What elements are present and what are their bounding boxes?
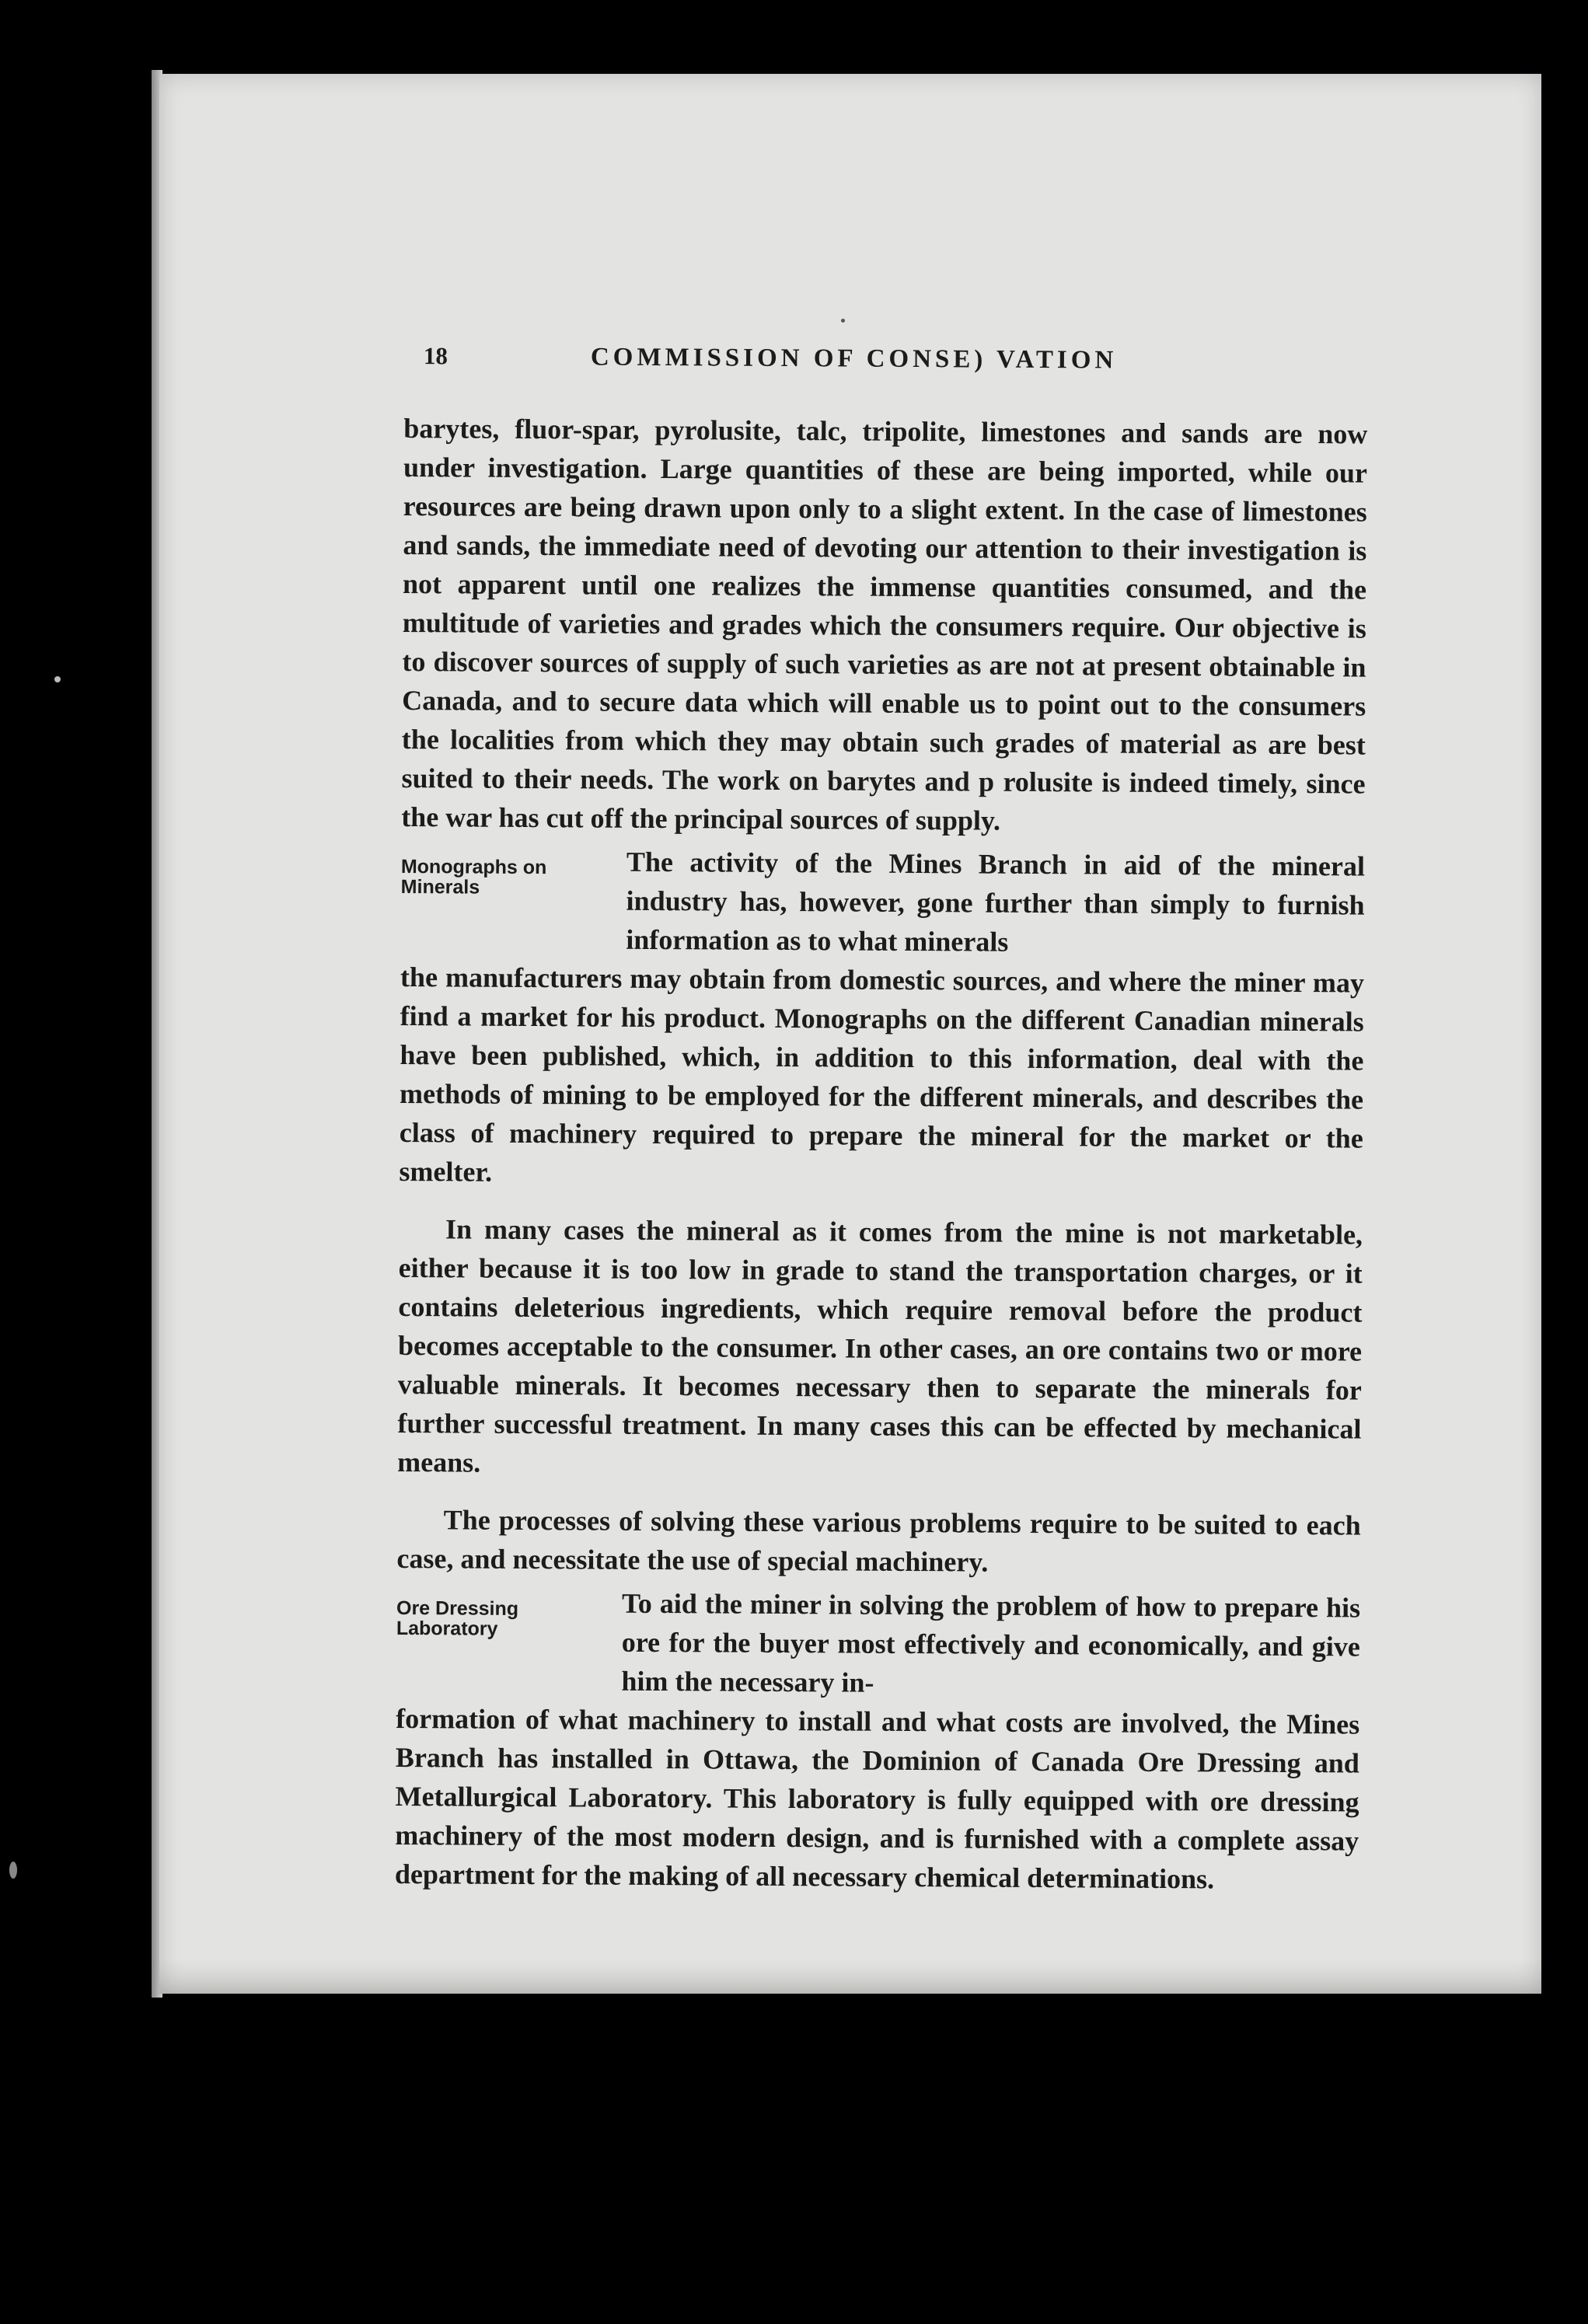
speck xyxy=(54,676,61,682)
page-text xyxy=(395,342,1368,1900)
paragraph: barytes, fluor-spar, pyrolusite, talc, tripolite, limestones and sands are now under investigation. Large quantities of these are being imported, while our resources are being drawn upon only to a slight extent. In the case of limestones and sands, the immediate need of devoting our attention to their investigation is not apparent until one realizes the immense quantities consumed, and the multitude of varieties and grades which the consumers require. Our objective is to discover sources of supply of such varieties as are not at present obtainable in Canada, and to secure data which will enable us to point out to the consumers the localities from which they may obtain such grades of material as are best suited to their needs. The work on barytes and p rolusite is indeed timely, since the war has cut off the principal sources of supply. xyxy=(401,412,1368,836)
paragraph: The processes of solving these various problems require to be suited to each case, and necessitate the use of special machinery. xyxy=(396,1504,1361,1578)
section-monographs xyxy=(399,841,1365,1197)
margin-note: Monographs on Minerals xyxy=(400,855,547,899)
page-number: 18 xyxy=(423,342,448,370)
paragraph: In many cases the mineral as it comes from the mine is not marketable, either because it is too low in grade to stand the transportation charges, or it contains deleterious ingredients, which require removal before the product becomes acceptable to the consumer. In other cases, an ore contains two or more valuable minerals. It becomes necessary then to separate the minerals for further successful treatment. In many cases this can be effected by mechanical means. xyxy=(397,1213,1363,1478)
section-ore-dressing xyxy=(395,1582,1360,1900)
page-bottom-shadow xyxy=(159,1959,1541,1994)
paragraph-lead: The activity of the Mines Branch in aid of the mineral industry has, however, gone further than simply to furnish information as to what minerals xyxy=(626,846,1366,958)
paragraph-lead: To aid the miner in solving the problem of how to prepare his ore for the buyer most effectively and economically, and give him the necessary in- xyxy=(621,1587,1361,1698)
speck xyxy=(9,1862,17,1879)
paragraph: formation of what machinery to install and what costs are involved, the Mines Branch has installed in Ottawa, the Dominion of Canada Ore Dressing and Metallurgical Laboratory. This laboratory is fully equipped with ore dressing machinery of the most modern design, and is furnished with a complete assay department for the making of all necessary chemical determinations. xyxy=(394,1702,1360,1895)
speck xyxy=(841,319,845,323)
paragraph: the manufacturers may obtain from domestic sources, and where the miner may find a market for his product. Monographs on the different Canadian minerals have been published, which, in addition to this information, deal with the methods of mining to be employed for the different minerals, and describes the class of machinery required to prepare the mineral for the market or the smelter. xyxy=(399,961,1365,1188)
margin-note: Ore Dressing Laboratory xyxy=(396,1596,519,1640)
running-title: COMMISSION OF CONSE) VATION xyxy=(590,343,1118,375)
running-head xyxy=(404,342,1368,395)
